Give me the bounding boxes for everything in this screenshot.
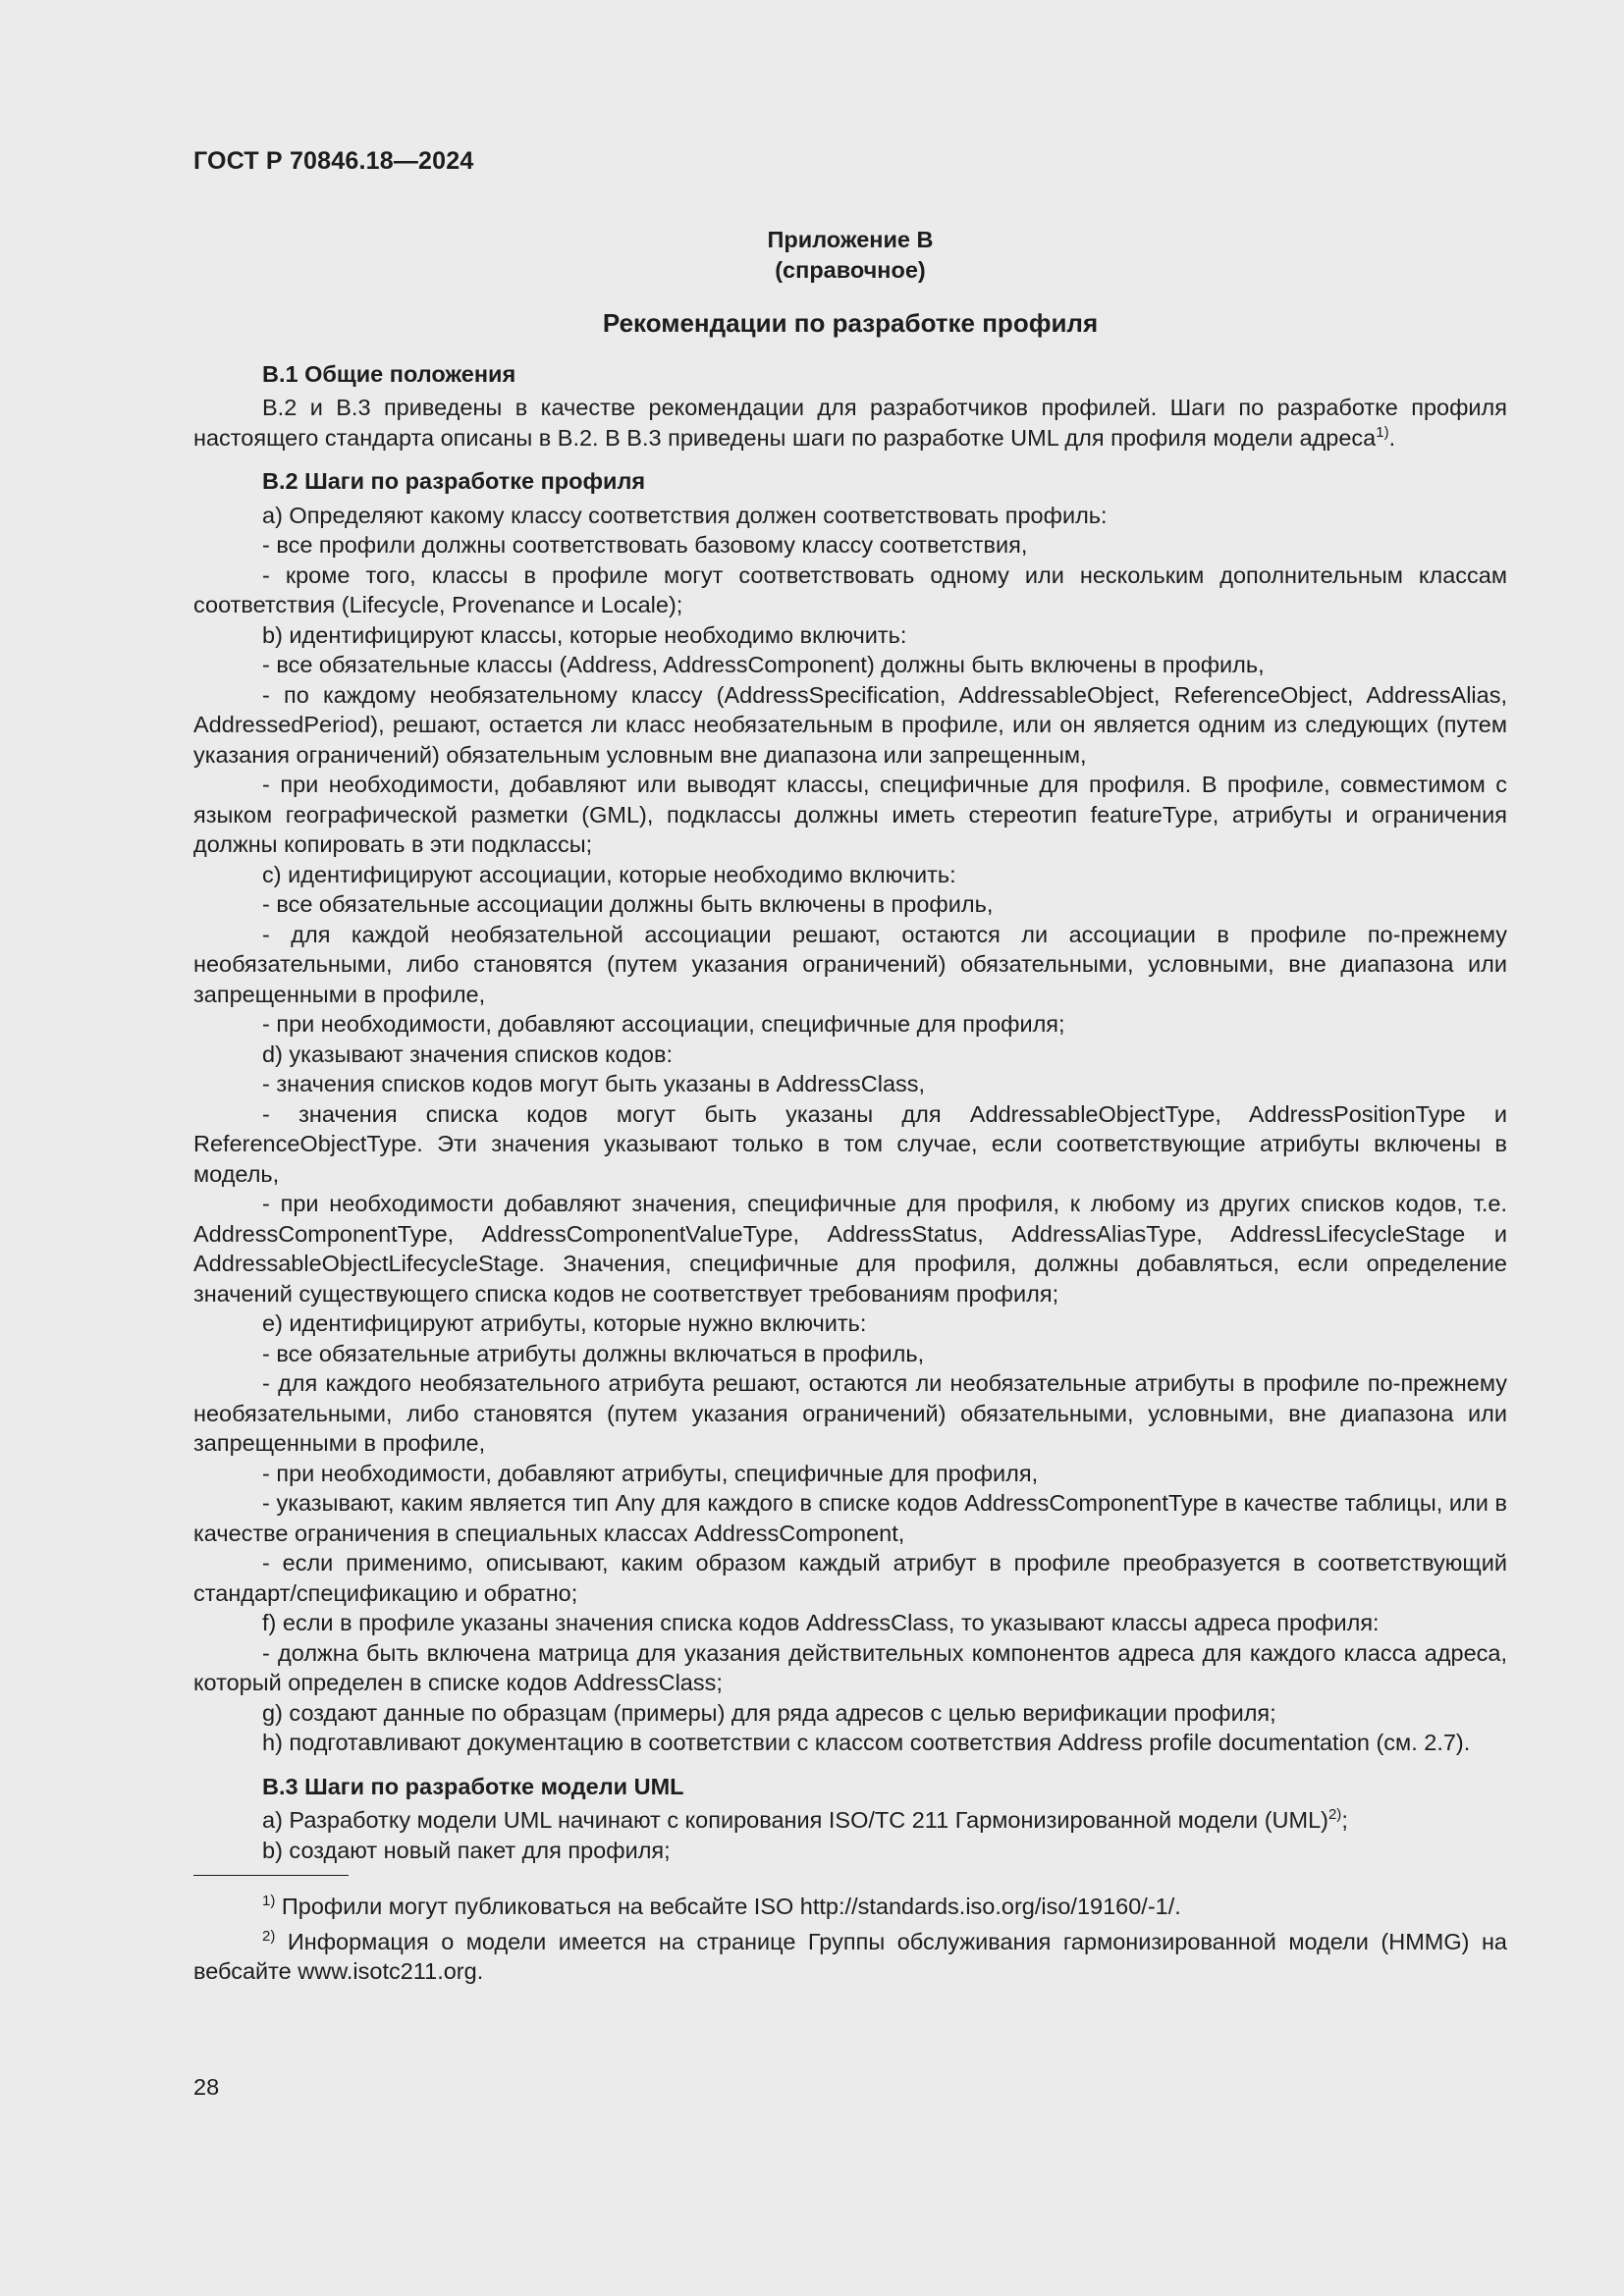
- list-item: - при необходимости, добавляют атрибуты, специфичные для профиля,: [262, 1460, 1039, 1486]
- list-item: - по каждому необязательному классу (AddressSpecification, AddressableObject, ReferenceObject, AddressAlias, AddressedPeriod), решают, остается ли класс необязательным в профиле, или он является одним из следующих (путем указания ограничений) обязательным условным вне диапазона или запрещенным,: [193, 681, 1507, 768]
- page-number: 28: [193, 2074, 220, 2100]
- page-content: [193, 225, 1507, 1992]
- paragraph-end: .: [1388, 424, 1396, 451]
- list-item: - все профили должны соответствовать базовому классу соответствия,: [262, 532, 1028, 558]
- list-item: [193, 1805, 1507, 1836]
- list-item: - при необходимости, добавляют ассоциации, специфичные для профиля;: [262, 1011, 1065, 1037]
- footnote-mark: 1): [262, 1893, 276, 1909]
- list-item: f) если в профиле указаны значения списка кодов AddressClass, то указывают классы адреса профиля:: [262, 1610, 1380, 1635]
- footnote-divider: [193, 1875, 349, 1876]
- section-heading-b2: В.2 Шаги по разработке профиля: [262, 468, 646, 494]
- list-item: - все обязательные атрибуты должны включаться в профиль,: [262, 1340, 925, 1366]
- appendix-label: Приложение В: [767, 227, 934, 252]
- list-item: - для каждой необязательной ассоциации решают, остаются ли ассоциации в профиле по-прежнему необязательными, либо становятся (путем указания ограничений) обязательными, условными, вне диапазона или запрещенными в профиле,: [193, 921, 1507, 1007]
- list-item: h) подготавливают документацию в соответствии с классом соответствия Address profile documentation (см. 2.7).: [262, 1730, 1471, 1755]
- footnote-ref[interactable]: 2): [1327, 1806, 1342, 1823]
- list-item: b) создают новый пакет для профиля;: [262, 1837, 671, 1863]
- document-code: ГОСТ Р 70846.18—2024: [193, 147, 474, 175]
- list-item: - кроме того, классы в профиле могут соответствовать одному или нескольким дополнительным классам соответствия (Lifecycle, Provenance и Locale);: [193, 561, 1507, 617]
- footnote: [193, 1927, 1507, 1987]
- list-item: d) указывают значения списков кодов:: [262, 1041, 673, 1067]
- section-heading-b1: В.1 Общие положения: [262, 360, 516, 387]
- section-heading-b3: В.3 Шаги по разработке модели UML: [262, 1773, 684, 1799]
- list-item: - должна быть включена матрица для указания действительных компонентов адреса для каждого класса адреса, который определен в списке кодов AddressClass;: [193, 1639, 1507, 1695]
- list-item: - при необходимости добавляют значения, специфичные для профиля, к любому из других списков кодов, т.е. AddressComponentType, AddressComponentValueType, AddressStatus, AddressAliasType, AddressLifecycleStage и AddressableObjectLifecycleStage. Значения, специфичные для профиля, должны добавляться, если определение значений существующего списка кодов не соответствует требованиям профиля;: [193, 1191, 1507, 1307]
- list-item-end: ;: [1341, 1807, 1348, 1833]
- appendix-type: (справочное): [775, 257, 926, 283]
- list-item: - все обязательные ассоциации должны быть включены в профиль,: [262, 891, 994, 917]
- list-item: - значения списка кодов могут быть указаны для AddressableObjectType, AddressPositionType и ReferenceObjectType. Эти значения указывают только в том случае, если соответствующие атрибуты включены в модель,: [193, 1100, 1507, 1187]
- list-item: b) идентифицируют классы, которые необходимо включить:: [262, 621, 907, 648]
- list-item: - для каждого необязательного атрибута решают, остаются ли необязательные атрибуты в профиле по-прежнему необязательными, либо становятся (путем указания ограничений) обязательными, условными, вне диапазона или запрещенными в профиле,: [193, 1370, 1507, 1456]
- list-item: - указывают, каким является тип Any для каждого в списке кодов AddressComponentType в качестве таблицы, или в качестве ограничения в специальных классах AddressComponent,: [193, 1490, 1507, 1546]
- section-b2-body: [193, 501, 1507, 1758]
- paragraph: [193, 393, 1507, 453]
- list-item-text: а) Разработку модели UML начинают с копирования ISO/TC 211 Гармонизированной модели (UML): [262, 1807, 1328, 1833]
- list-item: g) создают данные по образцам (примеры) для ряда адресов с целью верификации профиля;: [262, 1699, 1276, 1726]
- list-item: - все обязательные классы (Address, AddressComponent) должны быть включены в профиль,: [262, 652, 1265, 677]
- appendix-title: Рекомендации по разработке профиля: [602, 308, 1099, 338]
- list-item: - значения списков кодов могут быть указаны в AddressClass,: [262, 1071, 926, 1096]
- footnote-ref[interactable]: 1): [1376, 423, 1389, 441]
- footnote-text: Информация о модели имеется на странице Группы обслуживания гармонизированной модели (HMMG) на вебсайте www.isotc211.org.: [193, 1928, 1507, 1984]
- list-item: а) Определяют какому классу соответствия должен соответствовать профиль:: [262, 502, 1108, 528]
- footnote: [193, 1892, 1507, 1922]
- paragraph-text: В.2 и В.3 приведены в качестве рекомендации для разработчиков профилей. Шаги по разработке профиля настоящего стандарта описаны в В.2. В В.3 приведены шаги по разработке UML для профиля модели адреса: [193, 395, 1507, 451]
- list-item: - при необходимости, добавляют или выводят классы, специфичные для профиля. В профиле, совместимом с языком географической разметки (GML), подклассы должны иметь стереотип featureType, атрибуты и ограничения должны копировать в эти подклассы;: [193, 772, 1507, 857]
- footnote-text: Профили могут публиковаться на вебсайте ISO http://standards.iso.org/iso/19160/-1/.: [275, 1894, 1181, 1919]
- list-item: c) идентифицируют ассоциации, которые необходимо включить:: [262, 861, 956, 887]
- list-item: - если применимо, описывают, каким образом каждый атрибут в профиле преобразуется в соответствующий стандарт/спецификацию и обратно;: [193, 1550, 1507, 1606]
- list-item: e) идентифицируют атрибуты, которые нужно включить:: [262, 1310, 867, 1336]
- footnote-mark: 2): [262, 1927, 276, 1945]
